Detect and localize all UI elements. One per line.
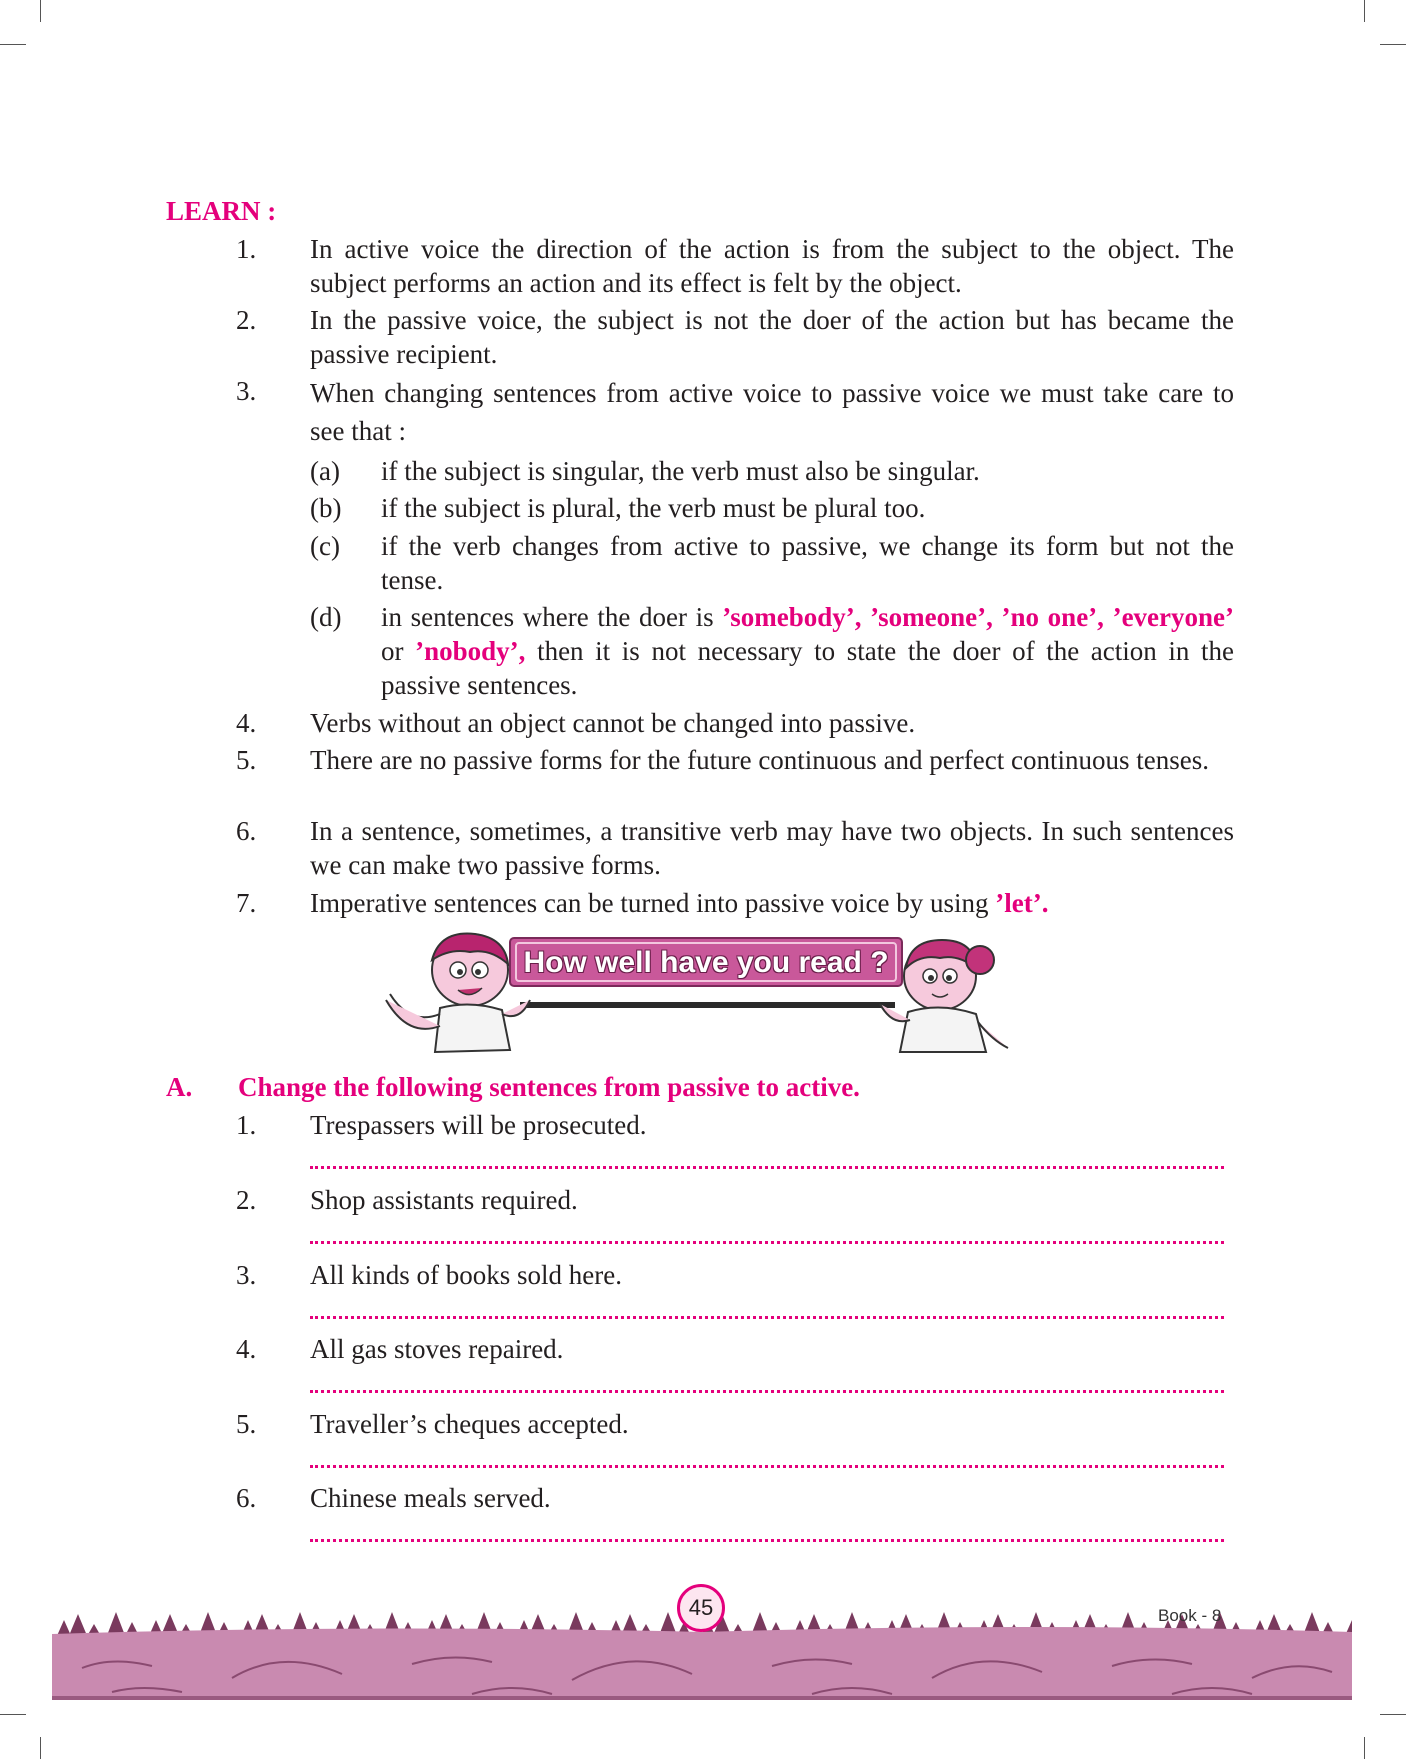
highlight-let: ’let’. xyxy=(995,888,1049,918)
learn-item-7-text: Imperative sentences can be turned into passive voice by using xyxy=(310,888,989,918)
learn-item-number: 4. xyxy=(236,708,257,738)
crop-mark xyxy=(40,0,41,22)
crop-mark xyxy=(1380,44,1406,45)
learn-item-number: 1. xyxy=(236,234,257,264)
crop-mark xyxy=(1364,1737,1365,1759)
subitem-d-or: or xyxy=(381,636,404,666)
subitem-label: (a) xyxy=(310,456,340,486)
learn-item-number: 6. xyxy=(236,816,257,846)
exercise-item-number: 1. xyxy=(236,1110,257,1140)
exercise-item-text: Chinese meals served. xyxy=(310,1483,551,1513)
learn-item-text: In active voice the direction of the action is from the subject to the object. The subject performs an action and its effect is felt by the object. xyxy=(310,234,1234,298)
answer-line[interactable] xyxy=(310,1316,1224,1319)
exercise-item-text: Trespassers will be prosecuted. xyxy=(310,1110,647,1140)
subitem-d-pre: in sentences where the doer is xyxy=(381,602,714,632)
exercise-instruction: Change the following sentences from passive to active. xyxy=(238,1072,860,1102)
answer-line[interactable] xyxy=(310,1539,1224,1542)
learn-item-number: 7. xyxy=(236,888,257,918)
subitem-text: if the subject is plural, the verb must be plural too. xyxy=(381,493,926,523)
learn-item-number: 5. xyxy=(236,745,257,775)
learn-item-text: In a sentence, sometimes, a transitive verb may have two objects. In such sentences we can make two passive forms. xyxy=(310,816,1234,880)
banner-illustration xyxy=(380,930,1020,1060)
exercise-item-number: 5. xyxy=(236,1409,257,1439)
exercise-item-text: Shop assistants required. xyxy=(310,1185,578,1215)
answer-line[interactable] xyxy=(310,1166,1224,1169)
learn-item-text: In the passive voice, the subject is not the doer of the action but has became the passive recipient. xyxy=(310,305,1234,369)
learn-item-number: 2. xyxy=(236,305,257,335)
book-label: Book - 8 xyxy=(1158,1606,1222,1625)
subitem-d-post: then it is not necessary to state the doer of the action in the passive sentences. xyxy=(381,636,1235,700)
crop-mark xyxy=(1380,1714,1406,1715)
exercise-item-number: 2. xyxy=(236,1185,257,1215)
subitem-text: if the verb changes from active to passive, we change its form but not the tense. xyxy=(381,531,1234,595)
learn-item-text: Verbs without an object cannot be changed into passive. xyxy=(310,708,916,738)
answer-line[interactable] xyxy=(310,1465,1224,1468)
learn-item-text: When changing sentences from active voice to passive voice we must take care to see that : xyxy=(310,378,1234,446)
learn-item-number: 3. xyxy=(236,376,257,406)
exercise-item-number: 6. xyxy=(236,1483,257,1513)
answer-line[interactable] xyxy=(310,1241,1224,1244)
highlight-doer-words: ’somebody’, ’someone’, ’no one’, ’everyone’ xyxy=(722,602,1235,632)
crop-mark xyxy=(0,1714,26,1715)
subitem-label: (d) xyxy=(310,602,342,632)
subitem-label: (c) xyxy=(310,531,340,561)
subitem-text: if the subject is singular, the verb must also be singular. xyxy=(381,456,980,486)
banner-title: How well have you read ? xyxy=(523,946,889,979)
exercise-letter: A. xyxy=(166,1072,193,1102)
exercise-item-number: 3. xyxy=(236,1260,257,1290)
crop-mark xyxy=(1364,0,1365,22)
exercise-item-text: Traveller’s cheques accepted. xyxy=(310,1409,629,1439)
exercise-item-text: All gas stoves repaired. xyxy=(310,1334,564,1364)
highlight-nobody: ’nobody’, xyxy=(415,636,526,666)
crop-mark xyxy=(0,44,26,45)
learn-heading: LEARN : xyxy=(166,196,277,226)
learn-item-text xyxy=(310,886,1234,920)
subitem-d-text xyxy=(381,600,1234,702)
exercise-item-number: 4. xyxy=(236,1334,257,1364)
page-number-badge xyxy=(677,1584,725,1632)
exercise-item-text: All kinds of books sold here. xyxy=(310,1260,622,1290)
crop-mark xyxy=(40,1737,41,1759)
page-number: 45 xyxy=(688,1595,714,1620)
subitem-label: (b) xyxy=(310,493,342,523)
answer-line[interactable] xyxy=(310,1390,1224,1393)
learn-item-text: There are no passive forms for the future continuous and perfect continuous tenses. xyxy=(310,745,1209,775)
